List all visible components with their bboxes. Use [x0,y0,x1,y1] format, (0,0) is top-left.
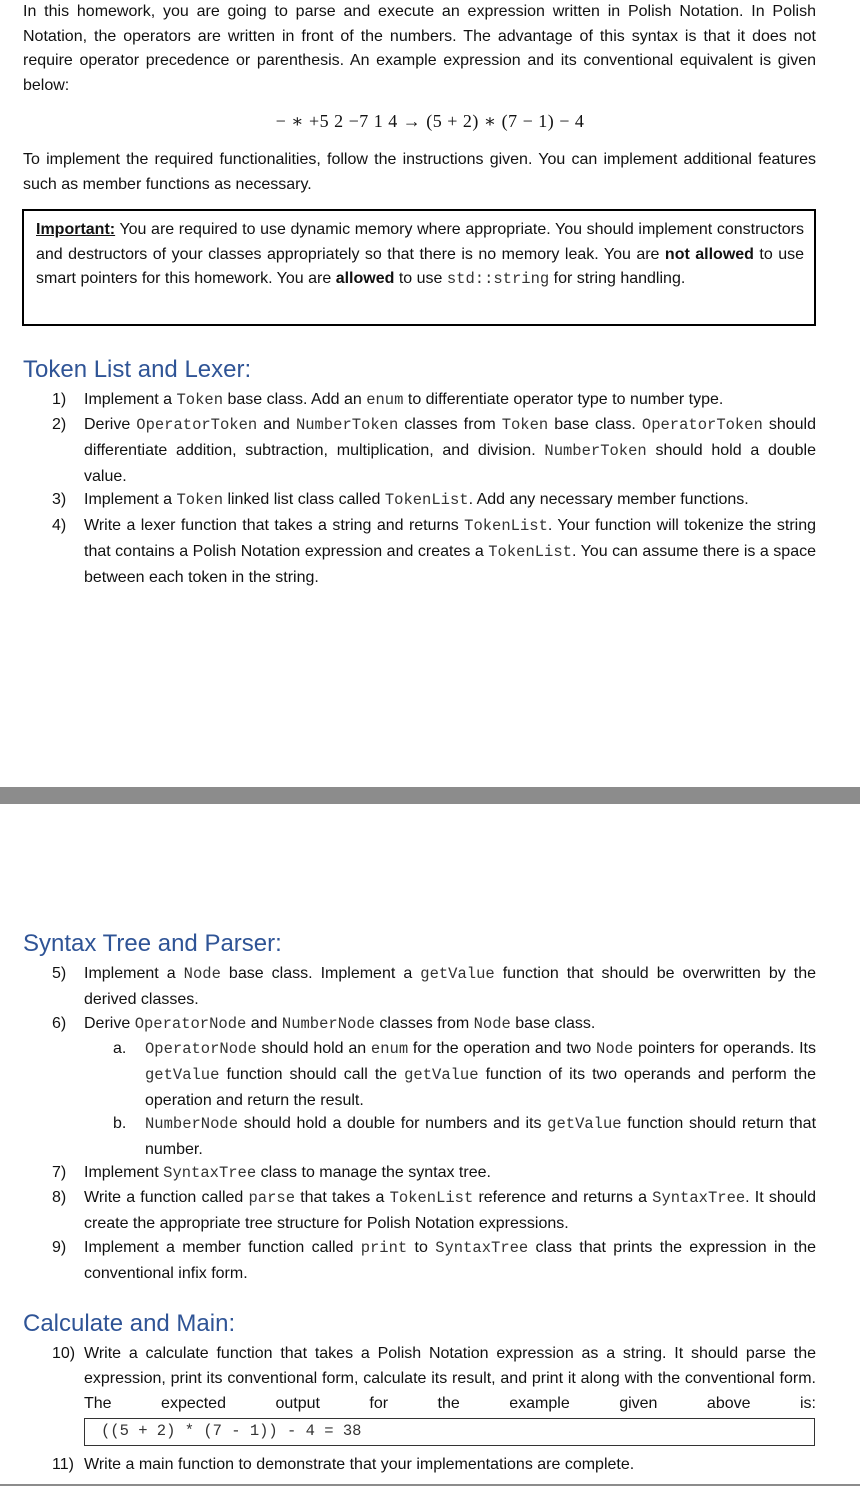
important-note-box [22,209,816,326]
instructions-paragraph: To implement the required functionalities, follow the instructions given. You can implement additional features such as member functions as necessary. [23,151,816,193]
important-code-string: std::string [446,270,550,288]
expected-output-box: ((5 + 2) * (7 - 1)) - 4 = 38 [84,1418,815,1446]
example-expression: − ∗ +5 2 −7 1 4 → (5 + 2) ∗ (7 − 1) − 4 [275,111,585,131]
item-text: Derive OperatorNode and NumberNode classes from Node base class. [84,1015,596,1033]
item-number: 2) [52,416,67,433]
item-text: NumberNode should hold a double for numbers and its getValue function should return that number. [145,1115,817,1158]
item-number: 8) [52,1189,67,1206]
item-text: Write a main function to demonstrate that your implementations are complete. [84,1456,635,1473]
item-text: Implement a Token base class. Add an enum to differentiate operator type to number type. [84,391,724,409]
item-text: Write a function called parse that takes a TokenList reference and returns a SyntaxTree. It should create the appropriate tree structure for Polish Notation expressions. [84,1189,817,1232]
list-item [52,1011,816,1037]
item-number: 4) [52,517,67,534]
important-note-text [36,218,804,292]
item-number: 9) [52,1239,67,1256]
item-text: Derive OperatorToken and NumberToken classes from Token base class. OperatorToken should differentiate addition, subtraction, multiplication, and division. NumberToken should hold a double value. [84,416,817,485]
item-number: 5) [52,965,67,982]
item-number: 3) [52,491,67,508]
list-item [52,487,816,513]
item-text: Implement a member function called print to SyntaxTree class that prints the expression in the conventional infix form. [84,1239,817,1282]
item-text: Write a lexer function that takes a string and returns TokenList. Your function will tokenize the string that contains a Polish Notation expression and creates a TokenList. You can assume there is a space between each token in the string. [84,517,817,586]
important-bold-not-allowed: not allowed [664,245,754,263]
item-text: Write a calculate function that takes a Polish Notation expression as a string. It should parse the expression, print its conventional form, calculate its result, and print it along with the conventional form. The expected output for the example given above is: [84,1345,816,1412]
item-letter: a. [113,1040,127,1057]
list-item [52,412,816,489]
important-text-2: to use smart pointers for this homework. You are [36,245,805,287]
item-number: 10) [52,1345,76,1362]
item-number: 1) [52,391,67,408]
item-text: OperatorNode should hold an enum for the operation and two Node pointers for operands. Its getValue function should call the getValue function of its two operands and perform the operation and return the result. [145,1040,816,1109]
important-label: Important: [36,221,116,238]
intro-paragraph: In this homework, you are going to parse and execute an expression written in Polish Notation. In Polish Notation, the operators are written in front of the numbers. The advantage of this syntax is that it does not require operator precedence or parenthesis. An example expression and its conventional equivalent is given below: [23,3,816,94]
important-bold-allowed: allowed [335,270,395,287]
item-number: 7) [52,1164,67,1181]
item-number: 6) [52,1015,67,1032]
list-item [52,1160,816,1186]
important-text-4: for string handling. [549,270,686,287]
page-break-divider [0,787,860,804]
sub-list-item [113,1036,816,1113]
item-text: Implement a Token linked list class called TokenList. Add any necessary member functions. [84,491,749,509]
item-number: 11) [52,1456,74,1473]
list-item [52,1452,816,1477]
list-item [52,1235,816,1286]
important-text-1: You are required to use dynamic memory where appropriate. You should implement constructors and destructors of your classes appropriately so that there is no memory leak. You are [36,221,804,263]
list-item [52,1185,816,1236]
list-item [52,387,816,413]
section-title-token-list: Token List and Lexer: [23,356,252,383]
item-text: Implement a Node base class. Implement a getValue function that should be overwritten by the derived classes. [84,965,817,1008]
list-item [52,1341,816,1416]
important-text-3: to use [394,270,447,287]
sub-list-item [113,1111,816,1162]
item-letter: b. [113,1115,127,1132]
list-item [52,961,816,1012]
section-title-syntax-tree: Syntax Tree and Parser: [23,930,282,957]
list-item [52,513,816,590]
section-title-calculate: Calculate and Main: [23,1310,236,1337]
item-text: Implement SyntaxTree class to manage the syntax tree. [84,1164,491,1182]
